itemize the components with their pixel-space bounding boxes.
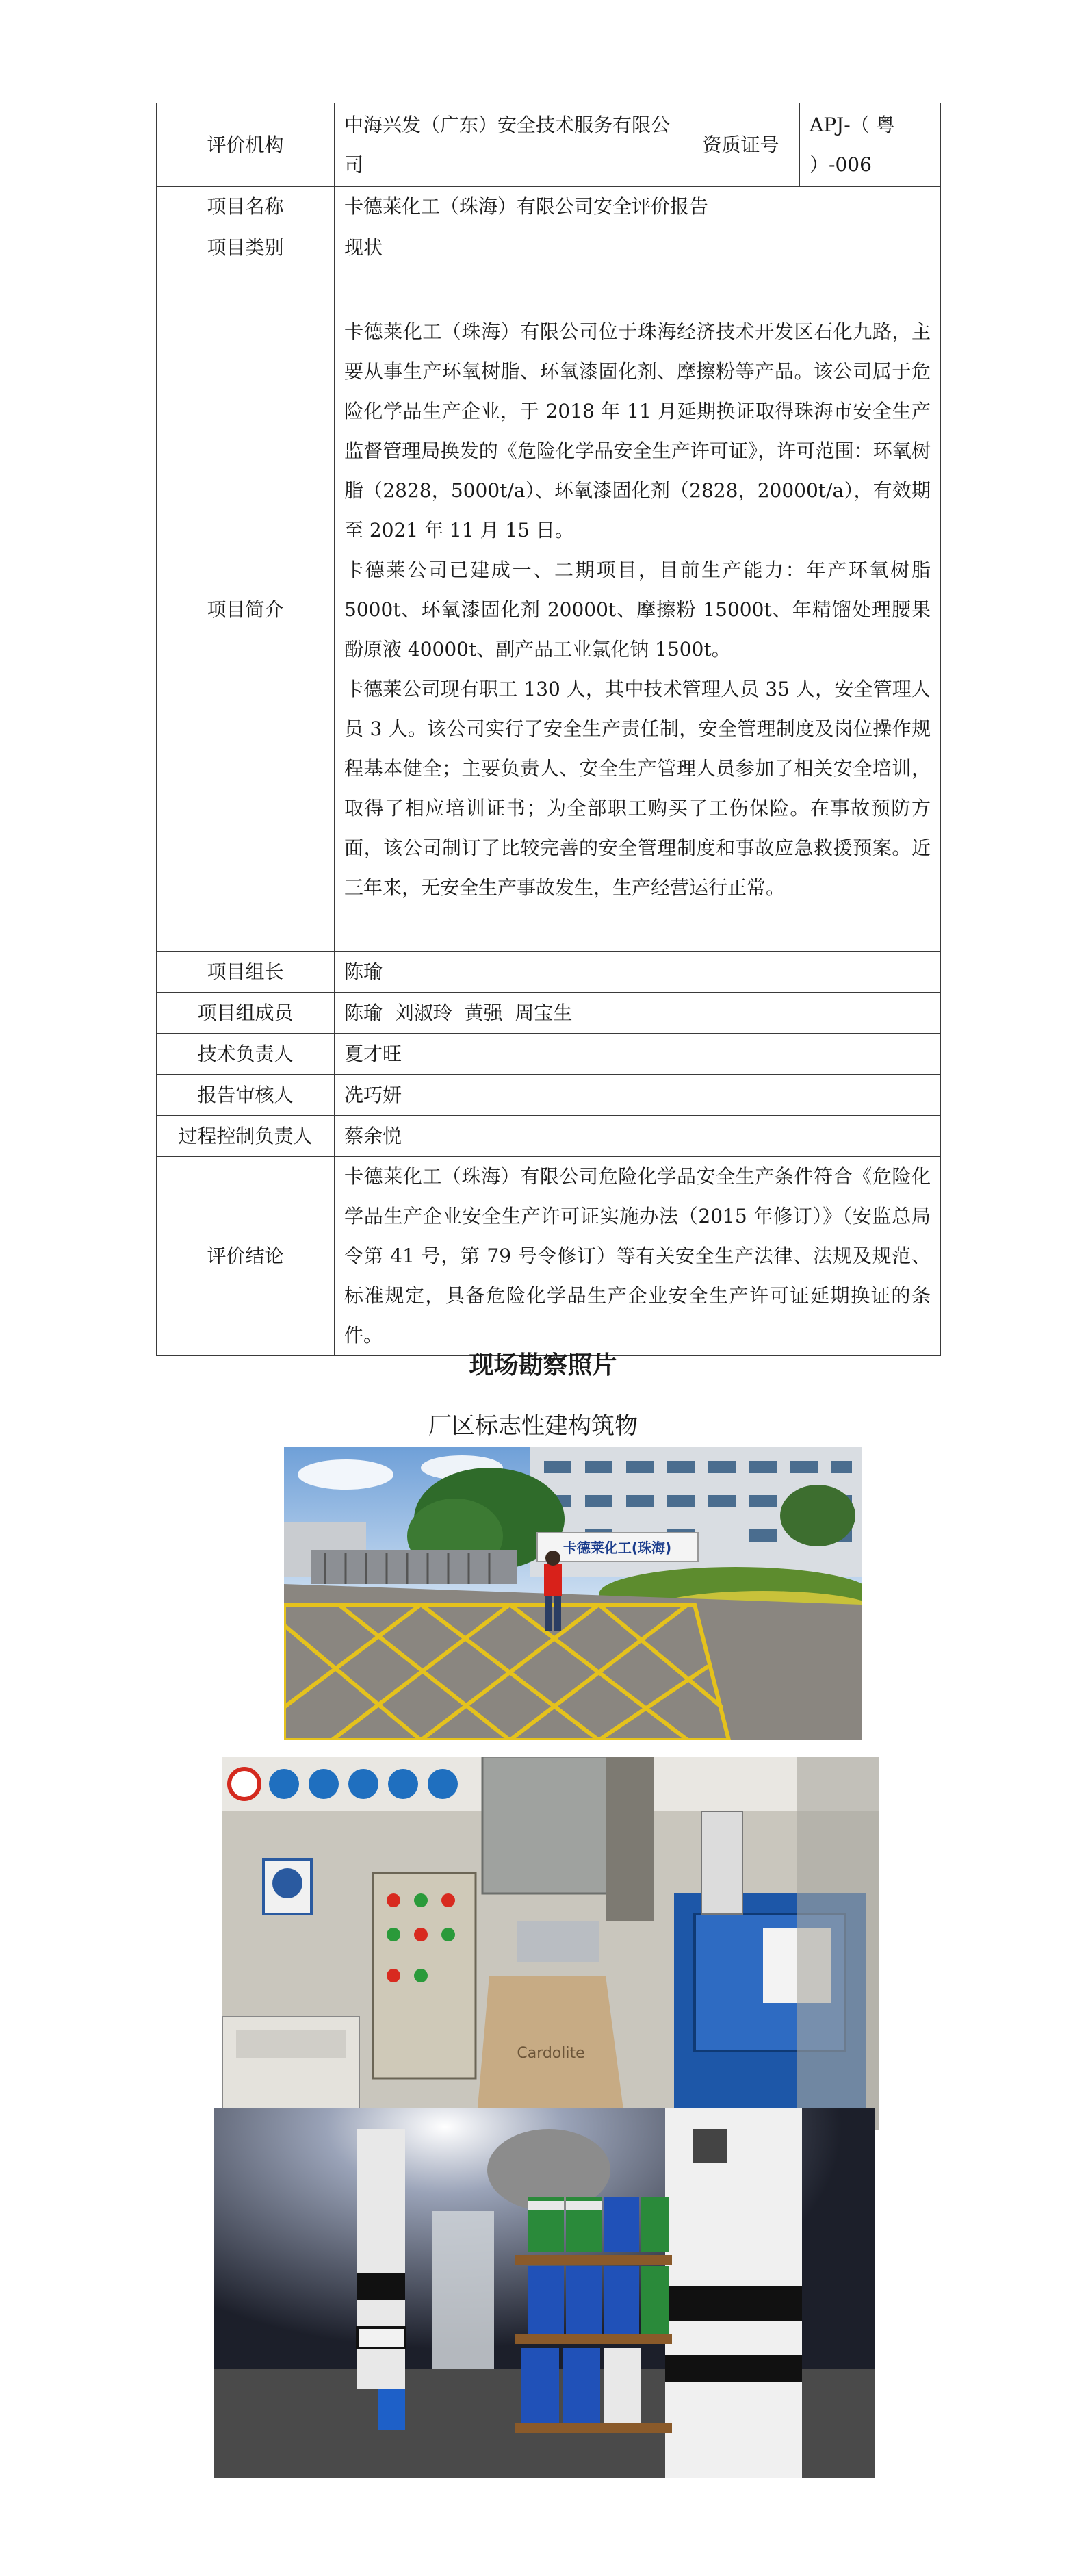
cert-label: 资质证号 xyxy=(682,103,800,187)
org-label: 评价机构 xyxy=(157,103,335,187)
type-label: 项目类别 xyxy=(157,227,335,268)
info-table xyxy=(156,103,941,1356)
photos-heading: 现场勘察照片 xyxy=(469,1351,617,1379)
org-value: 中海兴发（广东）安全技术服务有限公司 xyxy=(335,103,682,187)
process-value: 蔡余悦 xyxy=(335,1116,941,1157)
reviewer-label: 报告审核人 xyxy=(157,1075,335,1116)
intro-label: 项目简介 xyxy=(157,268,335,952)
tech-label: 技术负责人 xyxy=(157,1034,335,1075)
members-value: 陈瑜 刘淑玲 黄强 周宝生 xyxy=(335,993,941,1034)
intro-paragraph-1: 卡德莱化工（珠海）有限公司位于珠海经济技术开发区石化九路，主要从事生产环氧树脂、环氧漆固化剂、摩擦粉等产品。该公司属于危险化学品生产企业，于 2018 年 11 月延期换证取得珠海市安全生产监督管理局换发的《危险化学品安全生产许可证》，许可范围：环氧树脂（2828，5000t/a）、环氧漆固化剂（2828，20000t/a），有效期至 2021 年 11 月 15 日。 xyxy=(344,320,931,541)
conclusion-value: 卡德莱化工（珠海）有限公司危险化学品安全生产条件符合《危险化学品生产企业安全生产许可证实施办法（2015 年修订）》（安监总局令第 41 号，第 79 号令修订）等有关安全生产法律、法规及规范、标准规定，具备危险化学品生产企业安全生产许可证延期换证的条件。 xyxy=(335,1157,941,1356)
factory-gate-photo xyxy=(284,1447,862,1740)
drum-storage-photo xyxy=(214,2108,875,2478)
cert-value: APJ-（ 粤 ）-006 xyxy=(800,103,941,187)
reviewer-value: 冼巧妍 xyxy=(335,1075,941,1116)
intro-cell xyxy=(335,268,941,952)
tech-value: 夏才旺 xyxy=(335,1034,941,1075)
name-label: 项目名称 xyxy=(157,187,335,227)
leader-value: 陈瑜 xyxy=(335,952,941,993)
bag-brand-text: Cardolite xyxy=(517,2045,585,2062)
factory-sign-text: 卡德莱化工(珠海) xyxy=(563,1540,672,1556)
members-label: 项目组成员 xyxy=(157,993,335,1034)
workshop-equipment-photo xyxy=(222,1757,879,2130)
conclusion-label: 评价结论 xyxy=(157,1157,335,1356)
intro-paragraph-2: 卡德莱公司已建成一、二期项目，目前生产能力：年产环氧树脂 5000t、环氧漆固化剂 20000t、摩擦粉 15000t、年精馏处理腰果酚原液 40000t、副产品工业氯化钠 1500t。 xyxy=(344,558,931,661)
process-label: 过程控制负责人 xyxy=(157,1116,335,1157)
intro-paragraph-3: 卡德莱公司现有职工 130 人，其中技术管理人员 35 人，安全管理人员 3 人。该公司实行了安全生产责任制，安全管理制度及岗位操作规程基本健全；主要负责人、安全生产管理人员参加了相关安全培训，取得了相应培训证书；为全部职工购买了工伤保险。在事故预防方面，该公司制订了比较完善的安全管理制度和事故应急救援预案。近三年来，无安全生产事故发生，生产经营运行正常。 xyxy=(344,677,931,899)
name-value: 卡德莱化工（珠海）有限公司安全评价报告 xyxy=(335,187,941,227)
photo1-caption: 厂区标志性建构筑物 xyxy=(428,1412,638,1440)
leader-label: 项目组长 xyxy=(157,952,335,993)
type-value: 现状 xyxy=(335,227,941,268)
